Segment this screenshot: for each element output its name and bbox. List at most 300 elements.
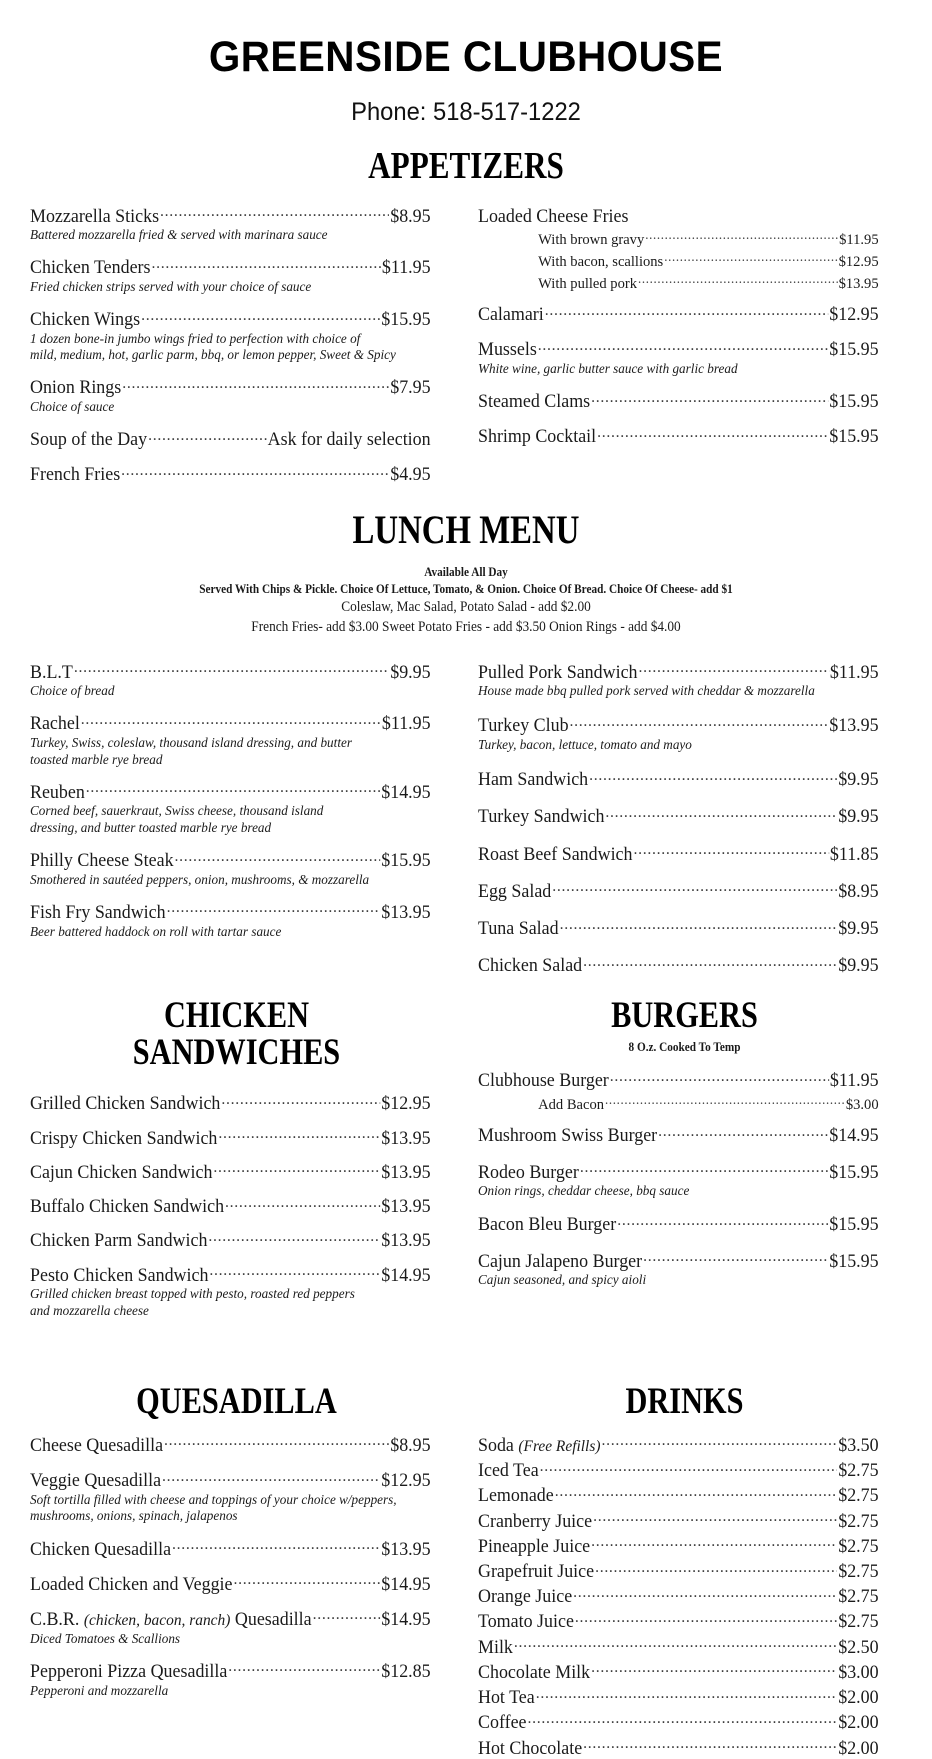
dot-leader — [213, 1159, 380, 1178]
menu-item-price: $15.95 — [829, 1251, 879, 1272]
menu-item-description: mild, medium, hot, garlic parm, bbq, or lemon pepper, Sweet & Spicy — [30, 347, 396, 363]
menu-item-row — [478, 1685, 879, 1709]
menu-item-price: $15.95 — [829, 427, 879, 448]
dot-leader — [167, 899, 381, 918]
menu-item-description: Cajun seasoned, and spicy aioli — [478, 1272, 647, 1288]
menu-item-name: Rachel — [30, 714, 80, 735]
dot-leader — [617, 1212, 828, 1231]
row-spacer — [30, 1115, 443, 1125]
menu-item-row — [478, 1159, 879, 1183]
row-spacer — [30, 1595, 443, 1606]
menu-item-price: $2.00 — [838, 1688, 879, 1709]
menu-item-name: Pepperoni Pizza Quesadilla — [30, 1661, 228, 1682]
dot-leader — [233, 1571, 380, 1590]
row-spacer — [478, 828, 891, 841]
menu-item-price: $14.95 — [381, 1265, 431, 1286]
section-heading-lunch: LUNCH MENU — [352, 507, 580, 553]
menu-item-name: Roast Beef Sandwich — [478, 844, 633, 865]
menu-item-row — [478, 302, 879, 326]
lunch-right-column — [478, 659, 891, 977]
menu-item-name: Ham Sandwich — [478, 770, 589, 791]
dot-leader — [593, 1508, 837, 1527]
row-spacer — [30, 1252, 443, 1262]
menu-item-row — [478, 878, 879, 902]
menu-item-row — [478, 273, 879, 293]
menu-item-qualifier: (Free Refills) — [518, 1437, 601, 1455]
dot-leader — [228, 1658, 380, 1677]
dot-leader — [629, 203, 877, 222]
dot-leader — [175, 848, 381, 867]
menu-item-row — [478, 1710, 879, 1734]
menu-item-price: $12.95 — [381, 1094, 431, 1115]
dot-leader — [575, 1609, 837, 1628]
menu-item-row — [478, 1584, 879, 1608]
menu-item-description: Smothered in sautéed peppers, onion, mushrooms, & mozzarella — [30, 871, 370, 887]
dot-leader — [610, 1068, 829, 1087]
menu-item-name: Turkey Sandwich — [478, 807, 605, 828]
menu-item-row — [30, 711, 431, 735]
menu-item-name: Turkey Club — [478, 716, 569, 737]
row-spacer — [30, 244, 443, 255]
menu-item-name: Mushroom Swiss Burger — [478, 1126, 658, 1147]
menu-item-name: With pulled pork — [538, 275, 637, 292]
section-heading-drinks: DRINKS — [625, 1381, 744, 1423]
dot-leader — [589, 767, 837, 786]
dot-leader — [633, 841, 828, 860]
menu-item-name: Chicken Quesadilla — [30, 1539, 172, 1560]
dot-leader — [209, 1262, 380, 1281]
menu-item-description: Corned beef, sauerkraut, Swiss cheese, thousand island — [30, 803, 324, 819]
dot-leader — [313, 1606, 381, 1625]
menu-item-price: $2.50 — [838, 1637, 879, 1658]
menu-item-description: 1 dozen bone-in jumbo wings fried to perfection with choice of — [30, 330, 361, 346]
dot-leader — [605, 1094, 845, 1109]
dot-leader — [208, 1228, 380, 1247]
dot-leader — [664, 251, 837, 266]
dot-leader — [570, 713, 829, 732]
menu-item-description: dressing, and butter toasted marble rye bread — [30, 820, 272, 836]
dot-leader — [74, 659, 389, 678]
menu-item-row — [478, 1634, 879, 1658]
row-spacer — [30, 1560, 443, 1571]
menu-item-description: mushrooms, onions, spinach, jalapenos — [30, 1508, 238, 1524]
menu-item-price: $13.95 — [381, 902, 431, 923]
dot-leader — [583, 1735, 837, 1754]
menu-item-row — [478, 229, 879, 249]
menu-item-name: Shrimp Cocktail — [478, 427, 597, 448]
lunch-note-sides: Coleslaw, Mac Salad, Potato Salad - add $2.00 — [341, 598, 591, 615]
menu-item-price: $15.95 — [829, 392, 879, 413]
dot-leader — [122, 375, 389, 394]
dot-leader — [545, 302, 829, 321]
dot-leader — [538, 337, 828, 356]
menu-item-description: White wine, garlic butter sauce with garlic bread — [478, 361, 738, 377]
menu-item-row — [478, 1735, 879, 1759]
lunch-note-fries: French Fries- add $3.00 Sweet Potato Fries - add $3.50 Onion Rings - add $4.00 — [251, 618, 681, 635]
menu-item-name: Lemonade — [478, 1486, 554, 1507]
menu-item-price: $15.95 — [829, 1215, 879, 1236]
lunch-note-served-with: Served With Chips & Pickle. Choice Of Lettuce, Tomato, & Onion. Choice Of Bread. Choice Of Cheese- add $1 — [199, 582, 733, 597]
row-spacer — [30, 700, 443, 711]
menu-item-price: $12.95 — [838, 254, 879, 271]
menu-item-row — [478, 1533, 879, 1557]
menu-item-name: Cajun Chicken Sandwich — [30, 1162, 213, 1183]
dot-leader — [597, 424, 828, 443]
menu-item-name-cont: Quesadilla — [230, 1609, 312, 1630]
menu-item-price: $2.75 — [838, 1461, 879, 1482]
menu-item-price: $12.85 — [381, 1661, 431, 1682]
dot-leader — [225, 1194, 380, 1213]
dot-leader — [591, 1533, 837, 1552]
menu-item-name: Pulled Pork Sandwich — [478, 662, 638, 683]
dot-leader — [164, 1432, 389, 1451]
menu-item-name: Cajun Jalapeno Burger — [478, 1251, 643, 1272]
menu-item-price: $11.95 — [839, 232, 879, 249]
menu-item-price: $11.85 — [829, 844, 879, 865]
menu-item-description: House made bbq pulled pork served with cheddar & mozzarella — [478, 683, 815, 699]
menu-item-description: and mozzarella cheese — [30, 1302, 149, 1318]
menu-item-price: $9.95 — [838, 807, 879, 828]
menu-item-price: $13.95 — [381, 1197, 431, 1218]
menu-item-row — [478, 1248, 879, 1272]
chicken-sandwiches-section — [30, 994, 443, 1319]
row-spacer — [478, 865, 891, 878]
row-spacer — [478, 1236, 891, 1248]
menu-item-name: Fish Fry Sandwich — [30, 902, 166, 923]
row-spacer — [478, 293, 891, 302]
menu-item-name: Crispy Chicken Sandwich — [30, 1128, 218, 1149]
menu-item-price: $15.95 — [381, 851, 431, 872]
dot-leader — [643, 1248, 828, 1267]
menu-item-row — [30, 1432, 431, 1456]
dot-leader — [86, 779, 381, 798]
menu-item-price: $11.95 — [381, 714, 431, 735]
row-spacer — [30, 1647, 443, 1658]
quesadilla-section — [30, 1383, 443, 1699]
menu-item-description: Soft tortilla filled with cheese and toppings of your choice w/peppers, — [30, 1491, 397, 1507]
menu-item-row — [478, 1123, 879, 1147]
menu-item-row — [478, 659, 879, 683]
appetizers-right-column — [478, 203, 891, 448]
menu-item-price: $12.95 — [381, 1471, 431, 1492]
menu-item-row — [30, 1125, 431, 1149]
row-spacer — [478, 413, 891, 424]
row-spacer — [30, 888, 443, 899]
menu-item-price: $13.95 — [838, 275, 879, 292]
burgers-note: 8 O.z. Cooked To Temp — [628, 1039, 741, 1054]
menu-item-price: $2.75 — [838, 1486, 879, 1507]
menu-item-name: Bacon Bleu Burger — [478, 1215, 617, 1236]
menu-item-price: $15.95 — [829, 1162, 879, 1183]
dot-leader — [638, 659, 828, 678]
menu-item-price: $2.00 — [838, 1738, 879, 1759]
menu-item-name: Chicken Parm Sandwich — [30, 1231, 208, 1252]
drinks-section — [478, 1383, 891, 1759]
menu-item-price: $13.95 — [829, 716, 879, 737]
menu-item-price: $8.95 — [838, 881, 879, 902]
dot-leader — [151, 255, 380, 274]
menu-item-row — [30, 462, 431, 486]
menu-item-name: Soda (Free Refills) — [478, 1435, 601, 1456]
menu-item-row — [30, 1262, 431, 1286]
menu-item-price: $13.95 — [381, 1231, 431, 1252]
menu-item-name: With bacon, scallions — [538, 254, 664, 271]
menu-item-row — [478, 841, 879, 865]
row-spacer — [30, 451, 443, 462]
menu-item-row — [30, 1658, 431, 1682]
menu-item-description: Turkey, Swiss, coleslaw, thousand island dressing, and butter — [30, 735, 352, 751]
menu-item-name: Grapefruit Juice — [478, 1562, 595, 1583]
dot-leader — [638, 273, 838, 288]
menu-item-name: Grilled Chicken Sandwich — [30, 1094, 221, 1115]
menu-item-price: $2.75 — [838, 1536, 879, 1557]
menu-item-price: $2.75 — [838, 1511, 879, 1532]
menu-item-row — [30, 427, 431, 451]
dot-leader — [514, 1634, 837, 1653]
dot-leader — [218, 1125, 380, 1144]
row-spacer — [30, 1457, 443, 1468]
dot-leader — [540, 1458, 838, 1477]
dot-leader — [221, 1091, 380, 1110]
menu-item-description: Turkey, bacon, lettuce, tomato and mayo — [478, 737, 692, 753]
menu-item-row — [478, 1609, 879, 1633]
menu-item-price: $3.00 — [838, 1662, 879, 1683]
dot-leader — [560, 916, 838, 935]
menu-item-price: $2.75 — [838, 1562, 879, 1583]
menu-item-price: $15.95 — [381, 310, 431, 331]
menu-item-row — [478, 337, 879, 361]
menu-item-row — [30, 307, 431, 331]
row-spacer — [30, 768, 443, 779]
menu-item-name: Steamed Clams — [478, 392, 591, 413]
menu-item-row — [478, 1094, 879, 1114]
lunch-left-column — [30, 659, 443, 940]
menu-item-row — [478, 1559, 879, 1583]
menu-item-description: Onion rings, cheddar cheese, bbq sauce — [478, 1183, 690, 1199]
menu-item-row — [478, 1212, 879, 1236]
menu-item-price: $2.75 — [838, 1612, 879, 1633]
menu-item-row — [30, 1606, 431, 1630]
menu-item-price: $14.95 — [381, 1609, 431, 1630]
menu-item-price: $12.95 — [829, 305, 879, 326]
menu-item-row — [30, 848, 431, 872]
dot-leader — [645, 229, 838, 244]
menu-item-name: Loaded Cheese Fries — [478, 206, 629, 227]
dot-leader — [605, 804, 837, 823]
dot-leader — [591, 1659, 837, 1678]
menu-item-name: B.L.T — [30, 662, 73, 683]
menu-item-row — [30, 779, 431, 803]
menu-item-name: Loaded Chicken and Veggie — [30, 1574, 233, 1595]
row-spacer — [30, 296, 443, 307]
menu-item-row — [478, 804, 879, 828]
menu-item-price: Ask for daily selection — [267, 430, 431, 451]
row-spacer — [478, 1147, 891, 1159]
dot-leader — [573, 1584, 837, 1603]
dot-leader — [162, 1468, 380, 1487]
menu-item-price: $9.95 — [390, 662, 431, 683]
dot-leader — [527, 1710, 837, 1729]
menu-item-price: $11.95 — [829, 1071, 879, 1092]
menu-item-name: Cheese Quesadilla — [30, 1435, 164, 1456]
menu-item-row — [478, 953, 879, 977]
row-spacer — [478, 791, 891, 804]
menu-item-name: French Fries — [30, 465, 121, 486]
menu-item-qualifier: (chicken, bacon, ranch) — [83, 1611, 231, 1629]
menu-item-price: $9.95 — [838, 956, 879, 977]
menu-item-name: Cranberry Juice — [478, 1511, 593, 1532]
menu-item-row — [478, 713, 879, 737]
menu-item-row — [478, 424, 879, 448]
dot-leader — [658, 1123, 828, 1142]
menu-item-description: Fried chicken strips served with your choice of sauce — [30, 279, 312, 295]
menu-item-description: Beer battered haddock on roll with tartar sauce — [30, 923, 282, 939]
menu-item-name: Pesto Chicken Sandwich — [30, 1265, 209, 1286]
menu-item-name: Chocolate Milk — [478, 1662, 591, 1683]
menu-item-row — [478, 916, 879, 940]
menu-item-price: $14.95 — [381, 782, 431, 803]
menu-item-name: Chicken Wings — [30, 310, 141, 331]
burgers-section — [478, 994, 891, 1289]
menu-item-price: $9.95 — [838, 770, 879, 791]
menu-item-row — [478, 389, 879, 413]
row-spacer — [30, 1525, 443, 1536]
dot-leader — [121, 462, 389, 481]
lunch-note-available: Available All Day — [424, 565, 508, 580]
menu-item-description: Choice of bread — [30, 683, 115, 699]
menu-item-name: Reuben — [30, 782, 85, 803]
menu-item-name: Rodeo Burger — [478, 1162, 579, 1183]
section-heading-appetizers: APPETIZERS — [368, 145, 564, 187]
menu-item-row — [30, 1159, 431, 1183]
menu-item-row — [30, 1468, 431, 1492]
menu-item-name: Calamari — [478, 305, 544, 326]
menu-item-row — [478, 203, 879, 227]
row-spacer — [478, 903, 891, 916]
dot-leader — [148, 427, 267, 446]
row-spacer — [478, 1114, 891, 1123]
menu-item-name: Tomato Juice — [478, 1612, 574, 1633]
dot-leader — [160, 203, 389, 222]
menu-item-row — [30, 255, 431, 279]
menu-item-row — [30, 375, 431, 399]
menu-item-description: Pepperoni and mozzarella — [30, 1682, 169, 1698]
row-spacer — [30, 837, 443, 848]
menu-item-name: Onion Rings — [30, 378, 122, 399]
menu-item-name: Philly Cheese Steak — [30, 851, 174, 872]
menu-item-price: $4.95 — [390, 465, 431, 486]
section-heading-chicken-sandwiches: CHICKEN SANDWICHES — [132, 994, 341, 1073]
menu-item-price: $8.95 — [390, 206, 431, 227]
menu-item-row — [30, 659, 431, 683]
menu-item-price: $13.95 — [381, 1128, 431, 1149]
section-heading-burgers: BURGERS — [611, 994, 758, 1036]
menu-item-price: $3.50 — [838, 1435, 879, 1456]
menu-item-name: Soup of the Day — [30, 430, 148, 451]
menu-item-row — [30, 899, 431, 923]
menu-item-description: toasted marble rye bread — [30, 751, 163, 767]
dot-leader — [552, 878, 837, 897]
dot-leader — [536, 1685, 838, 1704]
row-spacer — [478, 326, 891, 337]
appetizers-left-column — [30, 203, 443, 486]
menu-item-price: $11.95 — [381, 258, 431, 279]
dot-leader — [580, 1159, 828, 1178]
menu-item-name: Hot Chocolate — [478, 1738, 583, 1759]
page-title: GREENSIDE CLUBHOUSE — [208, 33, 724, 81]
menu-item-row — [478, 251, 879, 271]
menu-item-description: Diced Tomatoes & Scallions — [30, 1630, 181, 1646]
row-spacer — [30, 364, 443, 375]
menu-item-description: Grilled chicken breast topped with pesto, roasted red peppers — [30, 1286, 355, 1302]
menu-item-name: Coffee — [478, 1713, 527, 1734]
menu-item-row — [478, 1458, 879, 1482]
dot-leader — [591, 389, 828, 408]
menu-item-name: With brown gravy — [538, 232, 645, 249]
menu-item-row — [30, 1228, 431, 1252]
row-spacer — [30, 1149, 443, 1159]
menu-item-price: $11.95 — [829, 662, 879, 683]
menu-item-row — [478, 767, 879, 791]
row-spacer — [478, 754, 891, 767]
menu-item-name: Orange Juice — [478, 1587, 573, 1608]
menu-item-row — [30, 1194, 431, 1218]
menu-item-price: $14.95 — [829, 1126, 879, 1147]
row-spacer — [30, 1218, 443, 1228]
menu-item-name: Veggie Quesadilla — [30, 1471, 162, 1492]
menu-item-description: Choice of sauce — [30, 399, 115, 415]
menu-item-price: $2.75 — [838, 1587, 879, 1608]
menu-item-name: Tuna Salad — [478, 919, 559, 940]
menu-item-row — [30, 203, 431, 227]
row-spacer — [478, 1200, 891, 1212]
dot-leader — [555, 1483, 838, 1502]
row-spacer — [30, 416, 443, 427]
menu-item-name: Buffalo Chicken Sandwich — [30, 1197, 225, 1218]
menu-item-description: Battered mozzarella fried & served with marinara sauce — [30, 227, 328, 243]
menu-item-name: Clubhouse Burger — [478, 1071, 609, 1092]
menu-item-name: Mussels — [478, 340, 537, 361]
menu-item-price: $13.95 — [381, 1539, 431, 1560]
dot-leader — [583, 953, 837, 972]
row-spacer — [478, 378, 891, 389]
menu-item-row — [30, 1536, 431, 1560]
menu-item-name: Milk — [478, 1637, 513, 1658]
menu-item-row — [30, 1571, 431, 1595]
section-heading-quesadilla: QUESADILLA — [136, 1381, 337, 1423]
dot-leader — [601, 1432, 837, 1451]
menu-item-price: $13.95 — [381, 1162, 431, 1183]
menu-item-name: Egg Salad — [478, 881, 552, 902]
dot-leader — [81, 711, 381, 730]
dot-leader — [595, 1559, 837, 1578]
menu-item-name: C.B.R. (chicken, bacon, ranch) Quesadilla — [30, 1609, 312, 1630]
menu-item-row — [478, 1432, 879, 1456]
dot-leader — [172, 1536, 380, 1555]
menu-item-name: Hot Tea — [478, 1688, 535, 1709]
menu-item-name: Mozzarella Sticks — [30, 206, 160, 227]
row-spacer — [478, 700, 891, 713]
menu-item-name: Chicken Salad — [478, 956, 583, 977]
menu-item-price: $3.00 — [845, 1097, 879, 1114]
menu-item-row — [478, 1659, 879, 1683]
menu-item-row — [478, 1508, 879, 1532]
menu-item-name: Add Bacon — [538, 1097, 605, 1114]
dot-leader — [141, 307, 380, 326]
menu-item-name: Iced Tea — [478, 1461, 539, 1482]
menu-item-row — [30, 1091, 431, 1115]
menu-item-price: $14.95 — [381, 1574, 431, 1595]
